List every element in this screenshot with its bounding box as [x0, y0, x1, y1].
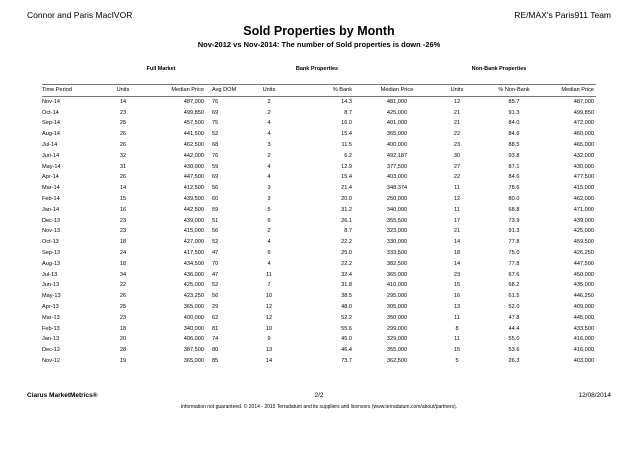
- cell-pct-nonbank: 85.7: [508, 98, 520, 105]
- cell-nonbank-median-price: 426,250: [573, 249, 594, 256]
- cell-pct-bank: 15.4: [341, 174, 352, 181]
- cell-units: 26: [119, 293, 127, 300]
- cell-pct-nonbank: 26.3: [508, 357, 520, 364]
- col-median-price: Median Price: [144, 85, 208, 97]
- cell-nonbank-median-price: 445,000: [573, 314, 594, 321]
- cell-time-period: Mar-14: [42, 185, 60, 192]
- cell-pct-nonbank: 53.6: [508, 347, 520, 354]
- cell-pct-nonbank: 55.0: [508, 336, 520, 343]
- cell-units: 20: [119, 336, 127, 343]
- cell-units: 24: [119, 249, 127, 256]
- cell-nonbank-median-price: 415,000: [573, 185, 594, 192]
- cell-nonbank-units: 23: [453, 271, 461, 278]
- cell-nonbank-median-price: 462,000: [573, 195, 594, 202]
- cell-bank-units: 2: [267, 152, 271, 159]
- cell-pct-bank: 45.0: [341, 336, 352, 343]
- cell-bank-median-price: 250,000: [386, 195, 408, 202]
- cell-units: 26: [119, 174, 127, 181]
- cell-bank-median-price: 348,374: [386, 185, 408, 192]
- cell-avg-dom: 56: [212, 185, 219, 192]
- cell-median-price: 427,000: [183, 239, 204, 246]
- cell-bank-median-price: 492,187: [386, 152, 408, 159]
- cell-avg-dom: 51: [212, 217, 219, 224]
- cell-avg-dom: 52: [212, 282, 219, 289]
- col-nonbank-median-price: Median Price: [544, 85, 596, 97]
- cell-bank-units: 14: [265, 357, 273, 364]
- cell-nonbank-units: 23: [453, 141, 461, 148]
- cell-avg-dom: 69: [212, 174, 219, 181]
- cell-time-period: Jun-13: [42, 282, 60, 289]
- col-pct-nonbank: % Non-Bank: [484, 85, 544, 97]
- cell-time-period: Feb-13: [42, 325, 60, 332]
- cell-pct-bank: 31.2: [341, 206, 352, 213]
- cell-bank-median-price: 299,000: [386, 325, 408, 332]
- cell-median-price: 442,500: [183, 206, 204, 213]
- cell-pct-bank: 15.4: [341, 131, 352, 138]
- cell-bank-median-price: 350,000: [386, 314, 408, 321]
- cell-pct-bank: 31.8: [341, 282, 352, 289]
- cell-bank-units: 2: [267, 98, 271, 105]
- table-row: [42, 183, 596, 194]
- cell-pct-bank: 26.1: [341, 217, 352, 224]
- cell-nonbank-units: 12: [453, 195, 461, 202]
- cell-pct-bank: 22.2: [341, 239, 352, 246]
- cell-pct-nonbank: 93.8: [508, 152, 520, 159]
- cell-time-period: Dec-13: [42, 217, 61, 224]
- cell-nonbank-units: 21: [453, 228, 461, 235]
- cell-units: 25: [119, 120, 127, 127]
- cell-nonbank-units: 16: [453, 293, 461, 300]
- group-bank-properties: Bank Properties: [295, 66, 339, 72]
- cell-time-period: Nov-13: [42, 228, 61, 235]
- cell-pct-bank: 38.5: [341, 293, 352, 300]
- sold-properties-table: [42, 84, 596, 367]
- cell-nonbank-units: 21: [453, 120, 461, 127]
- team-name: RE/MAX's Paris911 Team: [514, 10, 611, 20]
- table-row: [42, 356, 596, 367]
- cell-time-period: Nov-12: [42, 357, 61, 364]
- table-row: [42, 151, 596, 162]
- cell-bank-units: 7: [267, 282, 271, 289]
- cell-nonbank-median-price: 432,000: [573, 152, 594, 159]
- cell-nonbank-units: 30: [453, 152, 461, 159]
- report-subtitle: Nov-2012 vs Nov-2014: The number of Sold properties is down -26%: [197, 40, 441, 49]
- cell-avg-dom: 68: [212, 141, 219, 148]
- cell-pct-nonbank: 88.5: [508, 141, 520, 148]
- col-nonbank-units: Units: [430, 85, 484, 97]
- cell-pct-nonbank: 77.8: [508, 260, 520, 267]
- cell-bank-units: 6: [267, 249, 271, 256]
- cell-median-price: 487,000: [183, 98, 204, 105]
- footer-brand: Ciarus MarketMetrics®: [27, 392, 98, 399]
- cell-avg-dom: 75: [212, 120, 219, 127]
- cell-median-price: 400,000: [183, 314, 204, 321]
- cell-bank-median-price: 365,000: [386, 131, 408, 138]
- table-body: [42, 96, 596, 366]
- cell-nonbank-units: 14: [453, 260, 461, 267]
- cell-pct-bank: 32.4: [341, 271, 352, 278]
- table-row: [42, 140, 596, 151]
- cell-pct-nonbank: 77.8: [508, 239, 520, 246]
- group-non-bank-properties: Non-Bank Properties: [471, 66, 527, 72]
- cell-pct-nonbank: 84.6: [508, 131, 520, 138]
- cell-pct-bank: 12.9: [341, 163, 352, 170]
- cell-median-price: 436,000: [183, 271, 204, 278]
- cell-pct-bank: 73.7: [341, 357, 352, 364]
- col-bank-median-price: Median Price: [364, 85, 430, 97]
- cell-bank-units: 4: [267, 260, 271, 267]
- cell-nonbank-median-price: 477,500: [573, 174, 594, 181]
- cell-units: 18: [119, 325, 127, 332]
- cell-pct-bank: 8.7: [344, 228, 352, 235]
- cell-nonbank-units: 15: [453, 282, 461, 289]
- cell-units: 16: [119, 206, 127, 213]
- cell-time-period: Dec-12: [42, 347, 61, 354]
- cell-nonbank-median-price: 460,000: [573, 131, 594, 138]
- cell-units: 26: [119, 131, 127, 138]
- cell-units: 14: [119, 98, 127, 105]
- cell-nonbank-units: 17: [453, 217, 461, 224]
- cell-avg-dom: 85: [212, 357, 219, 364]
- cell-time-period: Aug-13: [42, 260, 61, 267]
- cell-nonbank-median-price: 499,850: [573, 109, 594, 116]
- cell-pct-nonbank: 67.6: [508, 271, 520, 278]
- table-row: [42, 108, 596, 119]
- cell-avg-dom: 69: [212, 109, 219, 116]
- cell-nonbank-median-price: 446,250: [573, 293, 594, 300]
- cell-bank-units: 4: [267, 174, 271, 181]
- table-row: [42, 129, 596, 140]
- cell-nonbank-median-price: 472,000: [573, 120, 594, 127]
- cell-avg-dom: 47: [212, 249, 219, 256]
- cell-units: 14: [119, 185, 127, 192]
- col-bank-units: Units: [242, 85, 296, 97]
- cell-nonbank-median-price: 435,000: [573, 282, 594, 289]
- cell-bank-median-price: 330,000: [386, 239, 408, 246]
- cell-bank-median-price: 340,000: [386, 206, 408, 213]
- cell-bank-median-price: 377,500: [386, 163, 408, 170]
- table-row: [42, 334, 596, 345]
- cell-bank-median-price: 362,500: [386, 357, 408, 364]
- cell-bank-median-price: 401,000: [386, 120, 408, 127]
- cell-nonbank-units: 8: [455, 325, 459, 332]
- cell-median-price: 499,850: [183, 109, 204, 116]
- table-row: [42, 216, 596, 227]
- cell-nonbank-median-price: 459,500: [573, 239, 594, 246]
- report-title: Sold Properties by Month: [243, 24, 395, 38]
- cell-nonbank-units: 13: [453, 303, 461, 310]
- cell-median-price: 365,000: [183, 357, 204, 364]
- cell-units: 28: [119, 347, 127, 354]
- cell-bank-median-price: 355,000: [386, 347, 408, 354]
- cell-median-price: 412,500: [183, 185, 204, 192]
- cell-pct-nonbank: 47.8: [508, 314, 520, 321]
- cell-bank-units: 3: [267, 141, 271, 148]
- cell-units: 23: [119, 314, 127, 321]
- cell-bank-units: 13: [265, 347, 273, 354]
- table-row: [42, 291, 596, 302]
- cell-nonbank-units: 27: [453, 163, 461, 170]
- cell-avg-dom: 52: [212, 239, 219, 246]
- cell-time-period: Apr-14: [42, 174, 59, 181]
- col-avg-dom: Avg DOM: [208, 85, 242, 97]
- cell-units: 23: [119, 228, 127, 235]
- cell-units: 31: [119, 163, 127, 170]
- cell-pct-nonbank: 73.9: [508, 217, 520, 224]
- table-header-row: [42, 85, 596, 97]
- cell-units: 23: [119, 109, 127, 116]
- cell-bank-median-price: 355,500: [386, 217, 408, 224]
- table-row: [42, 226, 596, 237]
- cell-bank-units: 4: [267, 163, 271, 170]
- cell-bank-units: 12: [265, 314, 273, 321]
- cell-time-period: Sep-13: [42, 249, 61, 256]
- cell-bank-units: 9: [267, 336, 271, 343]
- cell-pct-nonbank: 75.0: [508, 249, 520, 256]
- cell-nonbank-median-price: 447,500: [573, 260, 594, 267]
- cell-nonbank-median-price: 403,000: [573, 357, 594, 364]
- cell-median-price: 415,000: [183, 228, 204, 235]
- cell-median-price: 441,500: [183, 131, 204, 138]
- cell-nonbank-median-price: 409,000: [573, 303, 594, 310]
- cell-pct-bank: 48.0: [341, 303, 352, 310]
- cell-bank-median-price: 333,500: [386, 249, 408, 256]
- cell-units: 18: [119, 260, 127, 267]
- cell-bank-median-price: 425,000: [386, 109, 408, 116]
- cell-avg-dom: 47: [212, 271, 219, 278]
- table-row: [42, 205, 596, 216]
- table-row: [42, 313, 596, 324]
- cell-time-period: Sep-14: [42, 120, 61, 127]
- cell-bank-median-price: 382,500: [386, 260, 408, 267]
- cell-bank-units: 3: [267, 185, 271, 192]
- cell-time-period: Apr-13: [42, 303, 59, 310]
- cell-pct-bank: 8.7: [344, 109, 352, 116]
- cell-units: 34: [119, 271, 127, 278]
- cell-bank-units: 4: [267, 120, 271, 127]
- cell-pct-bank: 6.2: [344, 152, 352, 159]
- cell-units: 19: [119, 357, 127, 364]
- cell-pct-nonbank: 78.6: [508, 185, 520, 192]
- cell-pct-bank: 21.4: [341, 185, 352, 192]
- cell-units: 18: [119, 239, 127, 246]
- cell-median-price: 340,000: [183, 325, 204, 332]
- cell-nonbank-median-price: 471,000: [573, 206, 594, 213]
- page-number: 2/2: [314, 392, 324, 399]
- cell-nonbank-median-price: 430,000: [573, 163, 594, 170]
- cell-nonbank-median-price: 433,500: [573, 325, 594, 332]
- cell-nonbank-median-price: 416,000: [573, 336, 594, 343]
- cell-median-price: 387,500: [183, 347, 204, 354]
- cell-bank-median-price: 329,000: [386, 336, 408, 343]
- cell-bank-median-price: 410,000: [386, 282, 408, 289]
- cell-time-period: May-14: [42, 163, 61, 170]
- table-row: [42, 118, 596, 129]
- col-time-period: Time Period: [42, 85, 102, 97]
- cell-nonbank-median-price: 416,000: [573, 347, 594, 354]
- cell-bank-median-price: 323,000: [386, 228, 408, 235]
- cell-units: 32: [119, 152, 127, 159]
- cell-nonbank-units: 5: [455, 357, 459, 364]
- cell-pct-nonbank: 84.6: [508, 174, 520, 181]
- cell-pct-bank: 22.2: [341, 260, 352, 267]
- cell-pct-nonbank: 87.1: [508, 163, 520, 170]
- cell-bank-units: 4: [267, 239, 271, 246]
- cell-bank-units: 10: [265, 293, 273, 300]
- cell-nonbank-units: 11: [454, 336, 460, 343]
- table-row: [42, 194, 596, 205]
- cell-bank-units: 4: [267, 131, 271, 138]
- table-row: [42, 270, 596, 281]
- cell-bank-units: 3: [267, 195, 271, 202]
- cell-pct-bank: 14.3: [341, 98, 352, 105]
- cell-bank-median-price: 305,000: [386, 303, 408, 310]
- table-row: [42, 172, 596, 183]
- cell-nonbank-median-price: 487,000: [573, 98, 594, 105]
- cell-median-price: 462,500: [183, 141, 204, 148]
- cell-nonbank-units: 15: [453, 347, 461, 354]
- cell-nonbank-units: 22: [453, 174, 461, 181]
- cell-nonbank-units: 11: [454, 314, 460, 321]
- cell-median-price: 417,500: [183, 249, 204, 256]
- cell-time-period: Jul-14: [42, 141, 58, 148]
- cell-bank-units: 5: [267, 206, 271, 213]
- cell-avg-dom: 29: [212, 303, 219, 310]
- cell-nonbank-units: 22: [453, 131, 461, 138]
- group-full-market: Full Market: [146, 66, 176, 72]
- cell-pct-bank: 11.5: [341, 141, 352, 148]
- cell-nonbank-median-price: 450,000: [573, 271, 594, 278]
- cell-pct-bank: 20.0: [341, 195, 352, 202]
- cell-pct-nonbank: 68.8: [508, 206, 520, 213]
- table-row: [42, 280, 596, 291]
- cell-time-period: Mar-13: [42, 314, 60, 321]
- cell-bank-median-price: 400,000: [386, 141, 408, 148]
- cell-avg-dom: 56: [212, 228, 219, 235]
- cell-median-price: 447,500: [183, 174, 204, 181]
- cell-avg-dom: 76: [212, 152, 219, 159]
- cell-median-price: 439,500: [183, 195, 204, 202]
- table-row: [42, 302, 596, 313]
- cell-pct-nonbank: 91.3: [508, 228, 520, 235]
- cell-pct-bank: 52.2: [341, 314, 352, 321]
- cell-nonbank-median-price: 439,000: [573, 217, 594, 224]
- cell-units: 23: [119, 217, 127, 224]
- cell-bank-median-price: 295,000: [386, 293, 408, 300]
- cell-bank-units: 2: [267, 228, 271, 235]
- cell-nonbank-units: 11: [454, 185, 460, 192]
- cell-time-period: Nov-14: [42, 98, 61, 105]
- cell-pct-bank: 16.0: [341, 120, 352, 127]
- cell-nonbank-units: 21: [453, 109, 461, 116]
- table-row: [42, 237, 596, 248]
- cell-bank-median-price: 403,000: [386, 174, 408, 181]
- cell-median-price: 365,000: [183, 303, 204, 310]
- cell-time-period: May-13: [42, 293, 61, 300]
- cell-time-period: Jul-13: [42, 271, 58, 278]
- cell-pct-nonbank: 61.5: [508, 293, 520, 300]
- cell-median-price: 425,000: [183, 282, 204, 289]
- cell-units: 26: [119, 141, 127, 148]
- table-row: [42, 259, 596, 270]
- cell-avg-dom: 59: [212, 206, 219, 213]
- cell-pct-bank: 25.0: [341, 249, 352, 256]
- cell-nonbank-median-price: 465,000: [573, 141, 594, 148]
- cell-median-price: 423,250: [183, 293, 204, 300]
- table-row: [42, 96, 596, 107]
- cell-bank-median-price: 481,000: [386, 98, 408, 105]
- cell-nonbank-median-price: 425,000: [573, 228, 594, 235]
- cell-avg-dom: 59: [212, 163, 219, 170]
- cell-time-period: Aug-14: [42, 131, 61, 138]
- cell-median-price: 457,500: [183, 120, 204, 127]
- cell-avg-dom: 56: [212, 293, 219, 300]
- cell-time-period: Feb-14: [42, 195, 60, 202]
- cell-time-period: Oct-14: [42, 109, 59, 116]
- cell-pct-nonbank: 52.0: [508, 303, 520, 310]
- cell-avg-dom: 76: [212, 98, 219, 105]
- cell-pct-nonbank: 91.3: [508, 109, 520, 116]
- table-row: [42, 345, 596, 356]
- cell-time-period: Jun-14: [42, 152, 60, 159]
- cell-units: 25: [119, 303, 127, 310]
- cell-bank-units: 11: [266, 271, 272, 278]
- cell-time-period: Oct-13: [42, 239, 59, 246]
- table-row: [42, 248, 596, 259]
- col-units: Units: [102, 85, 144, 97]
- cell-avg-dom: 62: [212, 314, 219, 321]
- cell-time-period: Jan-14: [42, 206, 60, 213]
- cell-pct-nonbank: 84.0: [508, 120, 520, 127]
- cell-avg-dom: 74: [212, 336, 219, 343]
- report-date: 12/08/2014: [578, 392, 611, 399]
- cell-avg-dom: 80: [212, 347, 219, 354]
- cell-pct-nonbank: 44.4: [508, 325, 520, 332]
- cell-bank-median-price: 365,000: [386, 271, 408, 278]
- cell-median-price: 406,000: [183, 336, 204, 343]
- cell-pct-bank: 55.6: [341, 325, 352, 332]
- cell-median-price: 439,000: [183, 217, 204, 224]
- col-pct-bank: % Bank: [296, 85, 364, 97]
- cell-nonbank-units: 14: [453, 239, 461, 246]
- cell-median-price: 434,500: [183, 260, 204, 267]
- table-row: [42, 162, 596, 173]
- cell-avg-dom: 52: [212, 131, 219, 138]
- cell-median-price: 430,000: [183, 163, 204, 170]
- cell-pct-bank: 46.4: [341, 347, 352, 354]
- cell-pct-nonbank: 80.0: [508, 195, 520, 202]
- table-row: [42, 324, 596, 335]
- cell-avg-dom: 81: [212, 325, 219, 332]
- cell-bank-units: 6: [267, 217, 271, 224]
- cell-bank-units: 2: [267, 109, 271, 116]
- agent-name: Connor and Paris MacIVOR: [27, 10, 133, 20]
- disclaimer: Information not guaranteed. © 2014 - 2015 Terradatum and its suppliers and licensors (www.terradatum.com/about/partners).: [180, 404, 458, 410]
- cell-avg-dom: 70: [212, 260, 219, 267]
- cell-nonbank-units: 18: [453, 249, 461, 256]
- cell-units: 15: [119, 195, 127, 202]
- cell-bank-units: 12: [265, 303, 273, 310]
- cell-units: 22: [119, 282, 127, 289]
- cell-pct-nonbank: 68.2: [508, 282, 520, 289]
- cell-median-price: 442,000: [183, 152, 204, 159]
- cell-nonbank-units: 12: [453, 98, 461, 105]
- cell-bank-units: 10: [265, 325, 273, 332]
- cell-time-period: Jan-13: [42, 336, 60, 343]
- cell-nonbank-units: 11: [454, 206, 460, 213]
- cell-avg-dom: 60: [212, 195, 219, 202]
